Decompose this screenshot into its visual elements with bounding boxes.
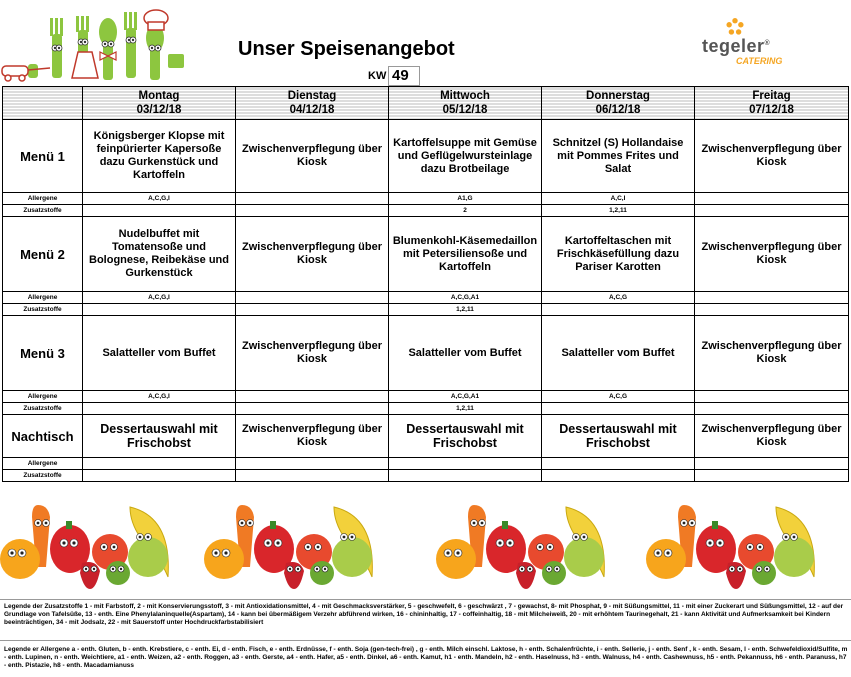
dish-cell: Salatteller vom Buffet [542,316,695,391]
allergene-cell: A,C,G,A1 [389,391,542,403]
allergene-row [3,458,849,470]
allergene-cell: A,C,G,I [83,292,236,304]
dish-cell: Blumenkohl-Käsemedaillon mit Petersiliensoße und Kartoffeln [389,217,542,292]
allergene-cell [542,458,695,470]
zusatzstoffe-label: Zusatzstoffe [3,304,83,316]
allergene-cell [695,391,849,403]
dish-cell: Salatteller vom Buffet [83,316,236,391]
zusatzstoffe-cell [83,205,236,217]
dish-cell: Dessertauswahl mit Frischobst [83,415,236,458]
zusatzstoffe-cell [83,470,236,482]
menu-row [3,415,849,458]
zusatzstoffe-row [3,205,849,217]
allergene-cell [236,292,389,304]
allergene-cell: A,C,I [542,193,695,205]
allergene-label: Allergene [3,193,83,205]
dish-cell: Zwischenverpflegung über Kiosk [236,415,389,458]
logo-wordmark: tegeler® [702,36,771,56]
menu-name: Menü 1 [3,120,83,193]
allergene-cell [236,391,389,403]
divider [0,599,851,600]
flower-icon [726,18,744,36]
fruit-characters-illustration [0,497,851,597]
menu-row [3,316,849,391]
zusatzstoffe-cell: 1,2,11 [389,403,542,415]
zusatzstoffe-cell [236,403,389,415]
zusatzstoffe-cell: 2 [389,205,542,217]
day-header: Freitag 07/12/18 [695,87,849,120]
day-header: Montag 03/12/18 [83,87,236,120]
logo-subtitle: CATERING [736,56,783,66]
cutlery-mascot-illustration [0,4,200,86]
zusatzstoffe-cell [695,304,849,316]
allergene-row [3,193,849,205]
day-header-row [3,87,849,120]
corner-cell [3,87,83,120]
menu-row [3,217,849,292]
zusatzstoffe-cell: 1,2,11 [389,304,542,316]
dish-cell: Königsberger Klopse mit feinpürierter Kapersoße dazu Gurkenstück und Kartoffeln [83,120,236,193]
allergene-row [3,391,849,403]
dish-cell: Zwischenverpflegung über Kiosk [695,316,849,391]
menu-row [3,120,849,193]
dish-cell: Kartoffelsuppe mit Gemüse und Geflügelwursteinlage dazu Brotbeilage [389,120,542,193]
zusatzstoffe-label: Zusatzstoffe [3,403,83,415]
allergene-cell [695,292,849,304]
zusatzstoffe-row [3,403,849,415]
zusatzstoffe-label: Zusatzstoffe [3,470,83,482]
day-header: Donnerstag 06/12/18 [542,87,695,120]
menu-name: Menü 3 [3,316,83,391]
allergene-cell: A,C,G [542,292,695,304]
legend-allergens: Legende er Allergene a - enth. Gluten, b - enth. Krebstiere, c - enth. Ei, d - enth. Fisch, e - enth. Erdnüsse, f - enth. Soja (gen-tech-frei) , g - enth. Milch einschl. Laktose, h - enth. Schalenfrüchte, i - enth. Sellerie, j - enth. Senf , k - enth. Sesam, l - enth. Schwefeldioxid/Sulfite, m - enth. Lupinen, n - enth. Weichtiere, a1 - enth. Weizen, a2 - enth. Roggen, a3 - enth. Gerste, a4 - enth. Hafer, a5 - enth. Dinkel, a6 - enth. Kamut, h1 - enth. Mandeln, h2 - enth. Haselnuss, h3 - enth. Walnuss, h4 - enth. Cashewnuss, h5 - enth. Pekannuss, h6 - enth. Paranuss, h7 - enth. Pistazie, h8 - enth. Macadamianuss [4,646,848,669]
menu-table [2,86,849,482]
zusatzstoffe-label: Zusatzstoffe [3,205,83,217]
dish-cell: Zwischenverpflegung über Kiosk [695,415,849,458]
allergene-cell: A,C,G,A1 [389,292,542,304]
dish-cell: Zwischenverpflegung über Kiosk [236,316,389,391]
allergene-cell: A,C,G [542,391,695,403]
allergene-row [3,292,849,304]
dish-cell: Zwischenverpflegung über Kiosk [695,120,849,193]
zusatzstoffe-cell [542,304,695,316]
zusatzstoffe-cell [695,470,849,482]
zusatzstoffe-cell [542,403,695,415]
allergene-cell [236,458,389,470]
zusatzstoffe-cell [236,470,389,482]
zusatzstoffe-cell: 1,2,11 [542,205,695,217]
zusatzstoffe-row [3,470,849,482]
day-header: Mittwoch 05/12/18 [389,87,542,120]
allergene-cell: A1,G [389,193,542,205]
dish-cell: Dessertauswahl mit Frischobst [389,415,542,458]
allergene-cell [389,458,542,470]
dish-cell: Schnitzel (S) Hollandaise mit Pommes Frites und Salat [542,120,695,193]
zusatzstoffe-cell [83,304,236,316]
allergene-cell [83,458,236,470]
allergene-cell [236,193,389,205]
dish-cell: Zwischenverpflegung über Kiosk [236,217,389,292]
page-title: Unser Speisenangebot [238,38,455,60]
dish-cell: Nudelbuffet mit Tomatensoße und Bolognese, Reibekäse und Gurkenstück [83,217,236,292]
legend-additives: Legende der Zusatzstoffe 1 - mit Farbstoff, 2 - mit Konservierungsstoff, 3 - mit Antioxidationsmittel, 4 - mit Geschmacksverstärker, 5 - geschwefelt, 6 - geschwärzt , 7 - gewachst, 8- mit Phosphat, 9 - mit Süßungsmittel, 11 - mit einer Zuckerart und Süßungsmittel, 12 - auf der Grundlage von Tafelsüße, 13 - enth. Eine Phenylalaninquelle(Aspartam), 14 - kann bei übermäßigem Verzehr abführend wirken, 16 - chininhaltig, 17 - coffeinhaltig, 18 - mit Milcheiweiß, 20 - mit erhöhtem Taurinegehalt, 21 - kann Aktivität und Aufmerksamkeit bei Kindern beeinträchtigen, 34 - mit Jodsalz, 22 - mit Sauerstoff unter Hochdruckfarbstabilisiert [4,603,844,626]
zusatzstoffe-cell [236,205,389,217]
dish-cell: Kartoffeltaschen mit Frischkäsefüllung dazu Pariser Karotten [542,217,695,292]
allergene-cell: A,C,G,I [83,391,236,403]
allergene-cell [695,193,849,205]
calendar-week-value: 49 [388,66,420,86]
menu-name: Menü 2 [3,217,83,292]
zusatzstoffe-cell [542,470,695,482]
dish-cell: Dessertauswahl mit Frischobst [542,415,695,458]
allergene-cell: A,C,G,I [83,193,236,205]
zusatzstoffe-cell [695,205,849,217]
allergene-label: Allergene [3,391,83,403]
zusatzstoffe-cell [83,403,236,415]
calendar-week-label: KW [368,70,387,82]
zusatzstoffe-row [3,304,849,316]
dish-cell: Zwischenverpflegung über Kiosk [236,120,389,193]
allergene-label: Allergene [3,458,83,470]
dish-cell: Zwischenverpflegung über Kiosk [695,217,849,292]
allergene-label: Allergene [3,292,83,304]
menu-name: Nachtisch [3,415,83,458]
allergene-cell [695,458,849,470]
zusatzstoffe-cell [236,304,389,316]
divider [0,640,851,641]
zusatzstoffe-cell [389,470,542,482]
day-header: Dienstag 04/12/18 [236,87,389,120]
zusatzstoffe-cell [695,403,849,415]
dish-cell: Salatteller vom Buffet [389,316,542,391]
company-logo [700,18,810,68]
